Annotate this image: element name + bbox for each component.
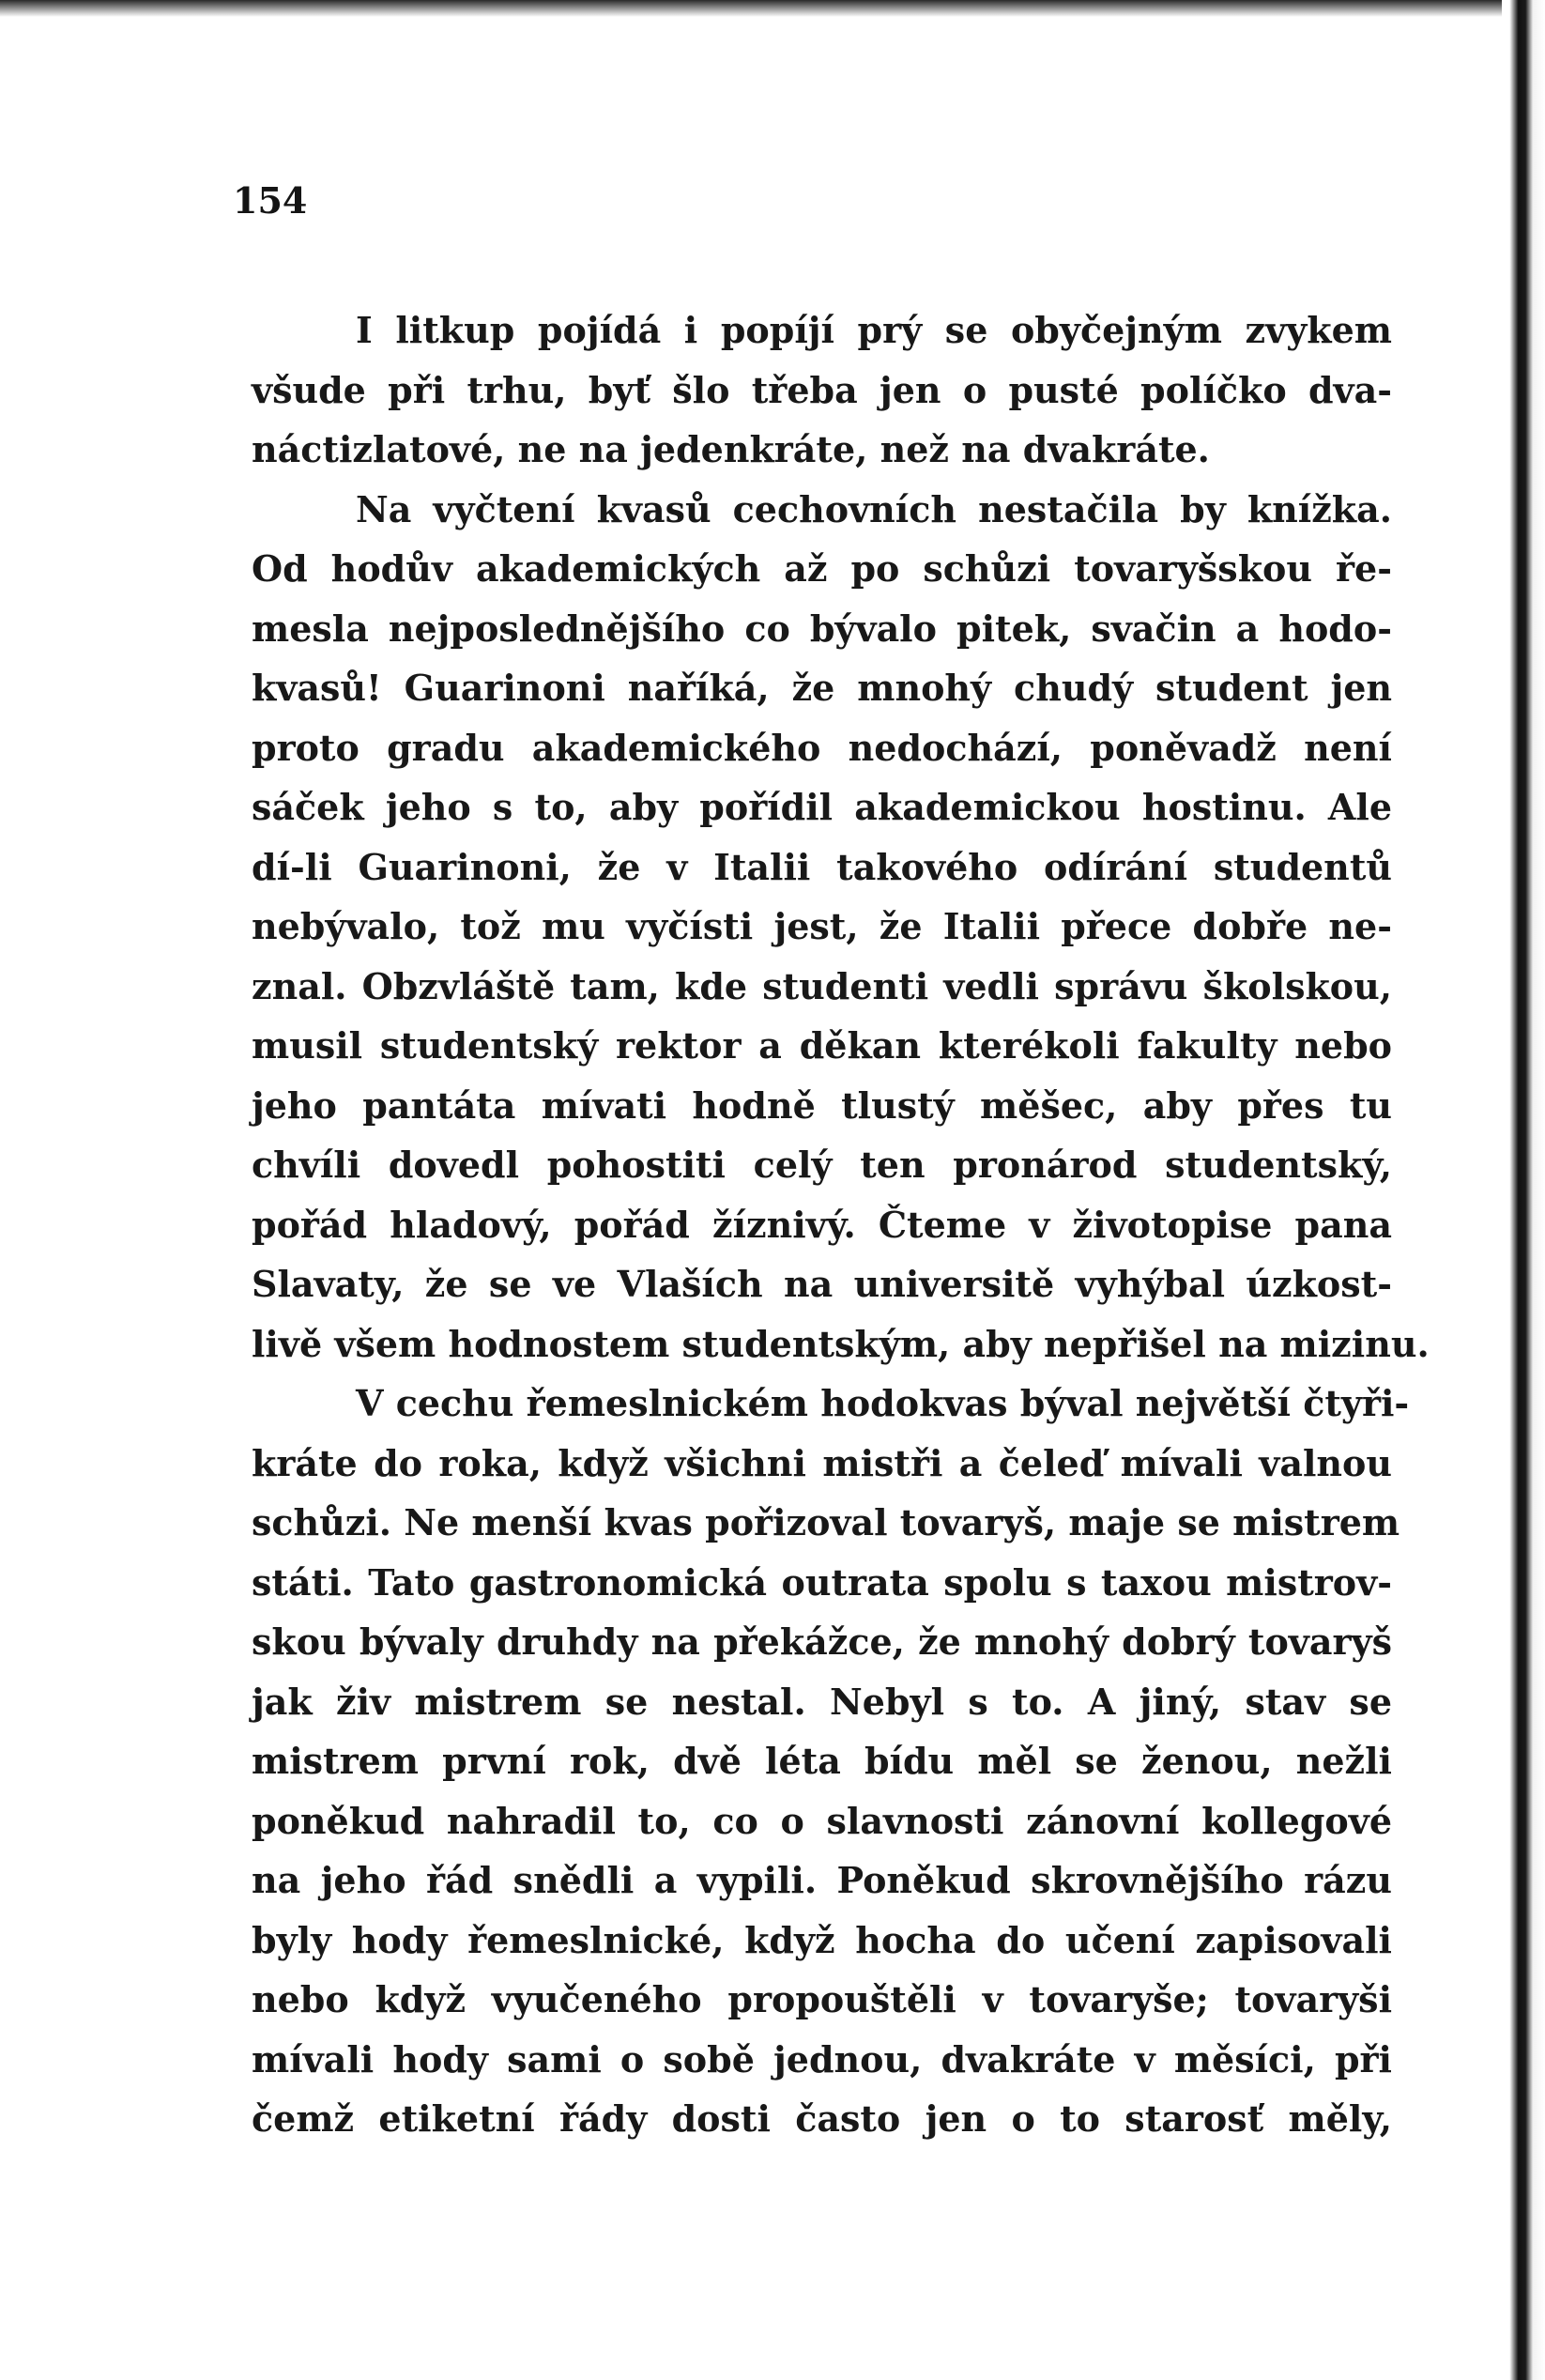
text-line: kvasů! Guarinoni naříká, že mnohý chudý student jen	[252, 667, 1392, 709]
text-line: jeho pantáta mívati hodně tlustý měšec, aby přes tu	[252, 1083, 1392, 1127]
text-line: chvíli dovedl pohostiti celý ten pronárod studentský,	[252, 1144, 1392, 1186]
text-line: mistrem první rok, dvě léta bídu měl se ženou, nežli	[252, 1740, 1392, 1782]
text-line: všude při trhu, byť šlo třeba jen o pusté políčko dva-	[252, 368, 1392, 411]
scan-top-shadow	[0, 0, 1545, 17]
text-line: náctizlatové, ne na jedenkráte, než na dvakráte.	[252, 428, 1210, 470]
text-line: musil studentský rektor a děkan kterékoli fakulty nebo	[252, 1024, 1392, 1067]
text-line: pořád hladový, pořád žíznivý. Čteme v životopise pana	[252, 1203, 1392, 1246]
text-line: nebývalo, tož mu vyčísti jest, že Italii přece dobře ne-	[252, 905, 1392, 947]
text-line: byly hody řemeslnické, když hocha do učení zapisovali	[252, 1918, 1392, 1961]
text-line: sáček jeho s to, aby pořídil akademickou hostinu. Ale	[252, 786, 1392, 828]
text-line: proto gradu akademického nedochází, poněvadž není	[252, 726, 1392, 769]
text-line: schůzi. Ne menší kvas pořizoval tovaryš, maje se mistrem	[252, 1501, 1400, 1543]
text-line: mesla nejposlednějšího co bývalo pitek, svačin a hodo-	[252, 607, 1392, 650]
text-line: kráte do roka, když všichni mistři a čeleď mívali valnou	[252, 1441, 1392, 1484]
text-line: skou bývaly druhdy na překážce, že mnohý dobrý tovaryš	[252, 1620, 1392, 1663]
text-line: nebo když vyučeného propouštěli v tovaryše; tovaryši	[252, 1978, 1392, 2020]
text-line: čemž etiketní řády dosti často jen o to starosť měly,	[252, 2097, 1392, 2140]
text-line: jak živ mistrem se nestal. Nebyl s to. A jiný, stav se	[252, 1680, 1392, 1723]
text-line: V cechu řemeslnickém hodokvas býval největší čtyři-	[356, 1382, 1410, 1424]
text-line: livě všem hodnostem studentským, aby nepřišel na mizinu.	[252, 1322, 1430, 1365]
text-line: Od hodův akademických až po schůzi tovaryšskou ře-	[252, 547, 1392, 590]
text-line: mívali hody sami o sobě jednou, dvakráte v měsíci, při	[252, 2037, 1392, 2081]
text-line: I litkup pojídá i popíjí prý se obyčejným zvykem	[356, 309, 1392, 351]
body-text	[252, 300, 1430, 2149]
text-line: Slavaty, že se ve Vlaších na universitě vyhýbal úzkost-	[252, 1263, 1392, 1305]
text-line: státi. Tato gastronomická outrata spolu s taxou mistrov-	[252, 1560, 1392, 1604]
page-number: 154	[233, 179, 308, 222]
text-line: dí-li Guarinoni, že v Italii takového odírání studentů	[252, 845, 1392, 888]
scan-right-edge	[1502, 0, 1545, 2380]
text-line: znal. Obzvláště tam, kde studenti vedli správu školskou,	[252, 964, 1392, 1007]
text-line: poněkud nahradil to, co o slavnosti zánovní kollegové	[252, 1799, 1392, 1842]
text-line: na jeho řád snědli a vypili. Poněkud skrovnějšího rázu	[252, 1859, 1392, 1901]
text-line: Na vyčtení kvasů cechovních nestačila by knížka.	[356, 487, 1392, 530]
